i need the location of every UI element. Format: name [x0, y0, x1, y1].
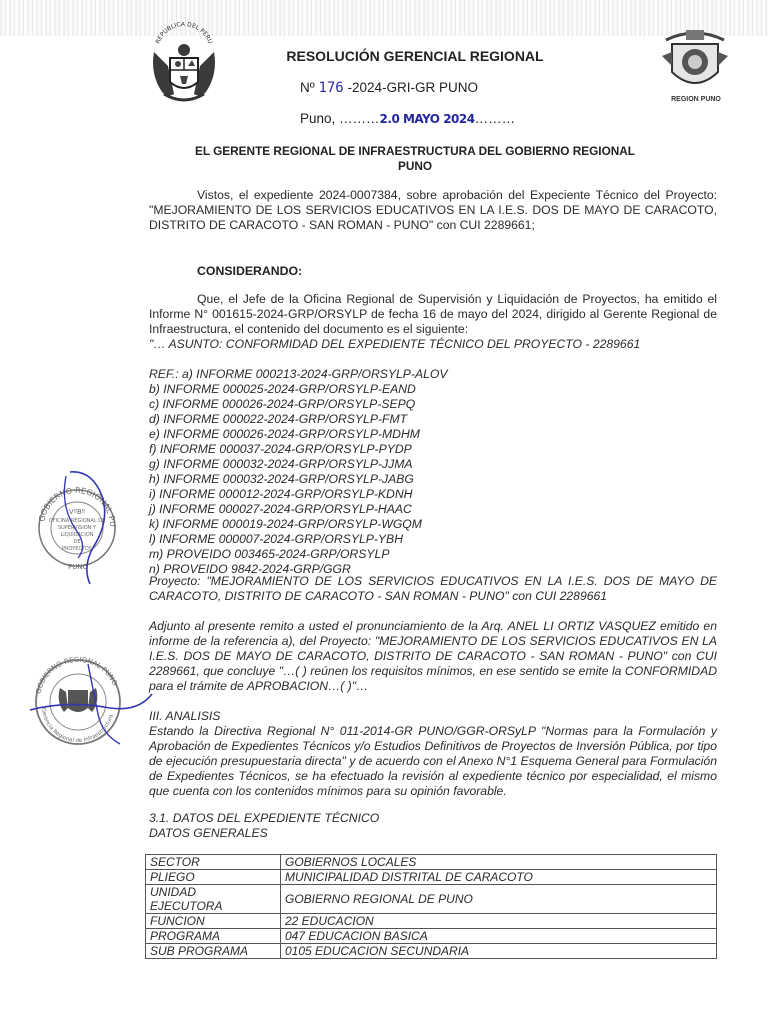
- seal-left-text: REPUBLICA DEL PERU: [154, 22, 214, 45]
- reference-item: d) INFORME 000022-2024-GRP/ORSYLP-FMT: [149, 412, 408, 426]
- table-value: GOBIERNOS LOCALES: [281, 855, 717, 870]
- stamp-upper-bottom: PUNO: [68, 563, 89, 571]
- reference-item: b) INFORME 000025-2024-GRP/ORSYLP-EAND: [149, 382, 416, 396]
- table-row: [146, 870, 717, 885]
- place-date-line: [300, 111, 580, 126]
- stamp-center-line: SUPERVISION Y: [57, 525, 97, 531]
- table-row: [146, 944, 717, 959]
- analisis-paragraph: Estando la Directiva Regional N° 011-2014-GR PUNO/GGR-ORSyLP "Normas para la Formulación y Aprobación de Expedientes Técnicos y/o Estudios Definitivos de Proyectos de Inversión Pública, por tipo de ejecución presupuestaria directa" y de acuerdo con el Anexo N°1 Esquema General para Formulación de Expedientes Técnicos, se ha efectuado la revisión al expediente técnico por especialidad, el mismo que cuenta con los contenidos mínimos para su opinión favorable.: [149, 724, 717, 798]
- table-value: GOBIERNO REGIONAL DE PUNO: [281, 885, 717, 914]
- table-row: [146, 929, 717, 944]
- stamp-upper-ring-text: GOBIERNO REGIONAL PU: [37, 485, 118, 528]
- place-suffix: ………: [474, 111, 516, 126]
- table-value: 0105 EDUCACION SECUNDARIA: [281, 944, 717, 959]
- reference-item: l) INFORME 000007-2024-GRP/ORSYLP-YBH: [149, 532, 403, 546]
- reference-item: REF.: a) INFORME 000213-2024-GRP/ORSYLP-ALOV: [149, 367, 448, 381]
- table-row: [146, 855, 717, 870]
- table-value: 047 EDUCACION BASICA: [281, 929, 717, 944]
- stamp-center-line: OFICINA REGIONAL DE: [48, 518, 106, 524]
- stamp-center-line: LIQUIDACION: [60, 532, 94, 538]
- stamp-lower-bottom-text: Gerencia Regional de Infraestructura: [40, 707, 115, 745]
- table-row: [146, 914, 717, 929]
- region-puno-label: REGION PUNO: [671, 96, 721, 103]
- resolution-number: [300, 80, 560, 96]
- table-key: UNIDAD EJECUTORA: [146, 885, 281, 914]
- supervision-office-stamp: [30, 466, 120, 590]
- reference-item: n) PROVEIDO 9842-2024-GRP/GGR: [149, 562, 351, 576]
- datos-generales-heading: DATOS GENERALES: [149, 826, 268, 840]
- considerando-heading: CONSIDERANDO:: [197, 264, 303, 278]
- proyecto-paragraph: Proyecto: "MEJORAMIENTO DE LOS SERVICIOS EDUCATIVOS EN LA I.E.S. DOS DE MAYO DE CARACOTO, DISTRITO DE CARACOTO - SAN ROMAN - PUNO" con CUI 2289661: [149, 574, 717, 603]
- document-title: RESOLUCIÓN GERENCIAL REGIONAL: [286, 48, 544, 64]
- place-prefix: Puno, ………: [300, 111, 380, 126]
- reference-item: e) INFORME 000026-2024-GRP/ORSYLP-MDHM: [149, 427, 420, 441]
- table-key: SECTOR: [146, 855, 281, 870]
- handwritten-date: 2.0 MAYO 2024: [379, 112, 475, 126]
- table-key: PLIEGO: [146, 870, 281, 885]
- stamp-center-line: PROYECTOS: [61, 546, 93, 552]
- number-suffix: -2024-GRI-GR PUNO: [347, 80, 479, 95]
- reference-item: j) INFORME 000027-2024-GRP/ORSYLP-HAAC: [149, 502, 412, 516]
- svg-text:REPUBLICA DEL PERU: [155, 22, 214, 45]
- table-key: PROGRAMA: [146, 929, 281, 944]
- asunto-line: "… ASUNTO: CONFORMIDAD DEL EXPEDIENTE TÉCNICO DEL PROYECTO - 2289661: [149, 337, 641, 351]
- region-puno-emblem: [662, 26, 728, 106]
- table-value: 22 EDUCACION: [281, 914, 717, 929]
- number-prefix: Nº: [300, 80, 315, 95]
- scan-noise-band: [0, 0, 768, 36]
- reference-item: m) PROVEIDO 003465-2024-GRP/ORSYLP: [149, 547, 390, 561]
- infraestructura-stamp: [28, 654, 154, 750]
- table-row: [146, 885, 717, 914]
- stamp-lower-ring-text: GOBIERNO REGIONAL PUNO: [34, 655, 119, 695]
- issuing-authority: [150, 144, 680, 174]
- reference-item: h) INFORME 000032-2024-GRP/ORSYLP-JABG: [149, 472, 414, 486]
- stamp-center-line: DE: [73, 539, 81, 545]
- handwritten-number: 176: [318, 80, 344, 96]
- reference-item: c) INFORME 000026-2024-GRP/ORSYLP-SEPQ: [149, 397, 416, 411]
- stamp-coat-of-arms-icon: [59, 688, 98, 712]
- que-paragraph: Que, el Jefe de la Oficina Regional de Supervisión y Liquidación de Proyectos, ha emitido el Informe N° 001615-2024-GRP/ORSYLP de fecha 16 de mayo del 2024, dirigido al Gerente Regional de Infraestructura, el contenido del documento es el siguiente:: [149, 292, 717, 336]
- adjunto-paragraph: Adjunto al presente remito a usted el pronunciamiento de la Arq. ANEL LI ORTIZ VASQUEZ emitido en informe de la referencia a), del Proyecto: "MEJORAMIENTO DE LOS SERVICIOS EDUCATIVOS EN LA I.E.S. DOS DE MAYO DE CARACOTO, DISTRITO DE CARACOTO - SAN ROMAN - PUNO" con CUI 2289661, que concluye "…( ) reúnen los requisitos mínimos, en ese sentido se emite la CONFORMIDAD para el trámite de APROBACION…( )"…: [149, 619, 717, 693]
- table-key: SUB PROGRAMA: [146, 944, 281, 959]
- reference-item: i) INFORME 000012-2024-GRP/ORSYLP-KDNH: [149, 487, 413, 501]
- table-value: MUNICIPALIDAD DISTRITAL DE CARACOTO: [281, 870, 717, 885]
- reference-item: k) INFORME 000019-2024-GRP/ORSYLP-WGQM: [149, 517, 422, 531]
- section-3-1-heading: 3.1. DATOS DEL EXPEDIENTE TÉCNICO: [149, 811, 380, 825]
- reference-item: g) INFORME 000032-2024-GRP/ORSYLP-JJMA: [149, 457, 413, 471]
- reference-item: f) INFORME 000037-2024-GRP/ORSYLP-PYDP: [149, 442, 412, 456]
- datos-generales-table: [145, 854, 717, 959]
- authority-line-1: EL GERENTE REGIONAL DE INFRAESTRUCTURA DEL GOBIERNO REGIONAL: [194, 144, 635, 158]
- analisis-heading: III. ANALISIS: [149, 709, 221, 723]
- peru-coat-of-arms-seal: [148, 22, 220, 108]
- table-key: FUNCION: [146, 914, 281, 929]
- stamp-vobo: VºBº: [68, 508, 86, 516]
- svg-text:GOBIERNO REGIONAL PUNO: [35, 656, 119, 695]
- vistos-paragraph: Vistos, el expediente 2024-0007384, sobre aprobación del Expeciente Técnico del Proyecto: "MEJORAMIENTO DE LOS SERVICIOS EDUCATIVOS EN LA I.E.S. DOS DE MAYO DE CARACOTO, DISTRITO DE CARACOTO - SAN ROMAN - PUNO" con CUI 2289661;: [149, 188, 717, 232]
- references-list: [149, 367, 719, 577]
- authority-line-2: PUNO: [397, 159, 433, 173]
